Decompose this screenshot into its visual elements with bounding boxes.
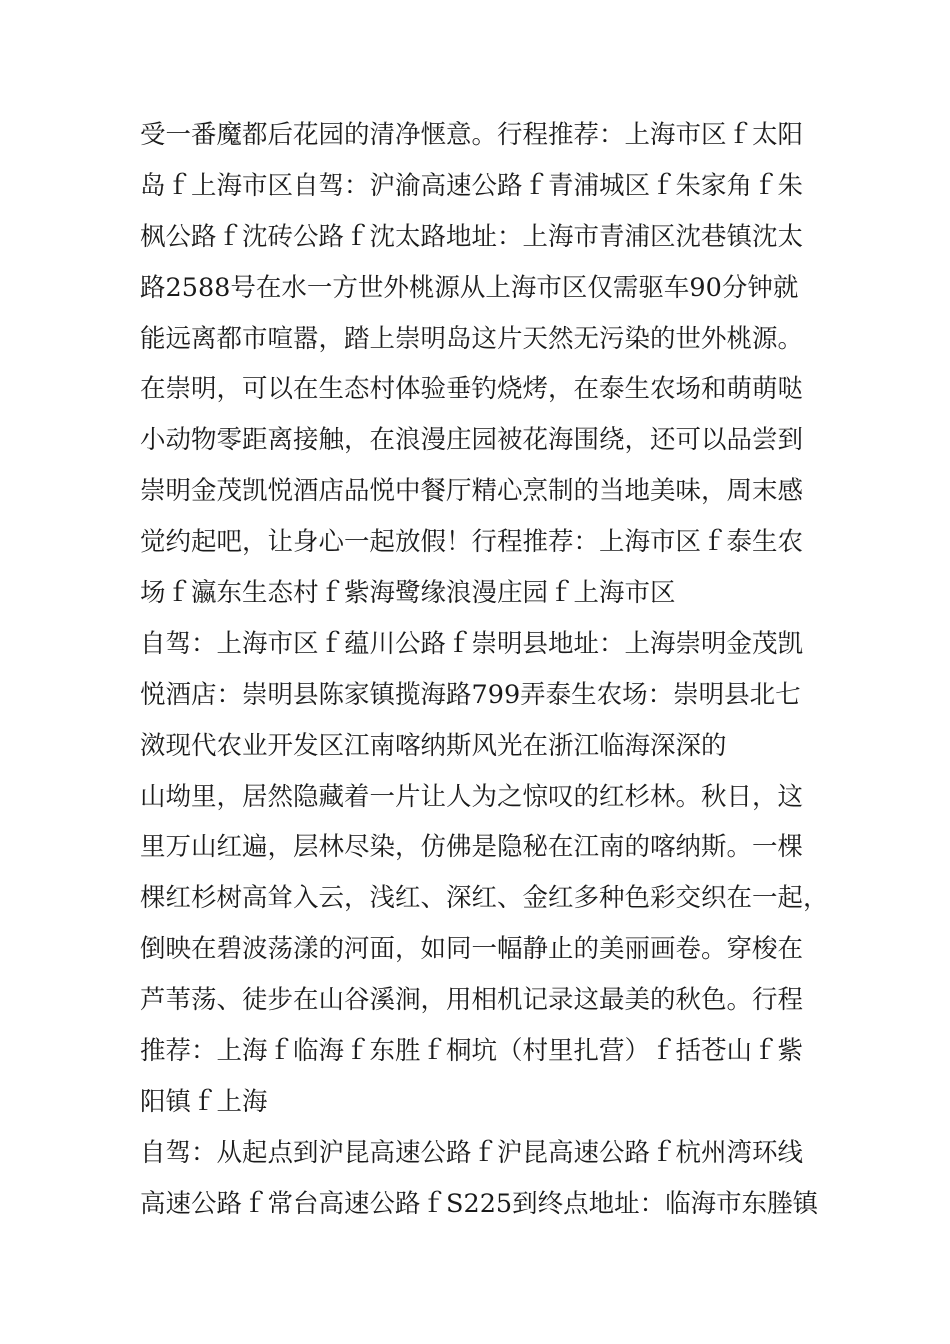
text-line: 觉约起吧，让身心一起放假！行程推荐：上海市区ｆ泰生农 xyxy=(140,527,804,558)
text-line: 枫公路ｆ沈砖公路ｆ沈太路地址：上海市青浦区沈巷镇沈太 xyxy=(140,221,804,252)
text-line: 场ｆ瀛东生态村ｆ紫海鹭缘浪漫庄园ｆ上海市区 xyxy=(140,578,676,609)
text-line: 悦酒店：崇明县陈家镇揽海路799弄泰生农场：崇明县北七 xyxy=(140,679,801,710)
text-line: 自驾：从起点到沪昆高速公路ｆ沪昆高速公路ｆ杭州湾环线 xyxy=(140,1137,804,1168)
text-line: 能远离都市喧嚣，踏上崇明岛这片天然无污染的世外桃源。 xyxy=(140,323,804,354)
text-line: 在崇明，可以在生态村体验垂钓烧烤，在泰生农场和萌萌哒 xyxy=(140,374,804,405)
text-line: 路2588号在水一方世外桃源从上海市区仅需驱车90分钟就 xyxy=(140,272,799,303)
text-line: 自驾：上海市区ｆ蕴川公路ｆ崇明县地址：上海崇明金茂凯 xyxy=(140,628,804,659)
text-line: 崇明金茂凯悦酒店品悦中餐厅精心烹制的当地美味，周末感 xyxy=(140,476,804,507)
text-line: 棵红杉树高耸入云，浅红、深红、金红多种色彩交织在一起， xyxy=(140,883,829,914)
text-line: 岛ｆ上海市区自驾：沪渝高速公路ｆ青浦城区ｆ朱家角ｆ朱 xyxy=(140,170,804,201)
text-line: 滧现代农业开发区江南喀纳斯风光在浙江临海深深的 xyxy=(140,730,727,761)
text-line: 受一番魔都后花园的清净惬意。行程推荐：上海市区ｆ太阳 xyxy=(140,120,804,150)
text-line: 推荐：上海ｆ临海ｆ东胜ｆ桐坑（村里扎营）ｆ括苍山ｆ紫 xyxy=(140,1036,804,1067)
text-line: 倒映在碧波荡漾的河面，如同一幅静止的美丽画卷。穿梭在 xyxy=(140,934,804,965)
text-line: 芦苇荡、徒步在山谷溪涧，用相机记录这最美的秋色。行程 xyxy=(140,985,804,1016)
text-line: 阳镇ｆ上海 xyxy=(140,1086,268,1117)
text-line: 山坳里，居然隐藏着一片让人为之惊叹的红杉林。秋日，这 xyxy=(140,781,804,812)
text-line: 高速公路ｆ常台高速公路ｆS225到终点地址：临海市东塍镇 xyxy=(140,1188,819,1219)
text-line: 小动物零距离接触，在浪漫庄园被花海围绕，还可以品尝到 xyxy=(140,425,804,456)
body-text xyxy=(140,110,829,1230)
text-line: 里万山红遍，层林尽染，仿佛是隐秘在江南的喀纳斯。一棵 xyxy=(140,832,804,863)
